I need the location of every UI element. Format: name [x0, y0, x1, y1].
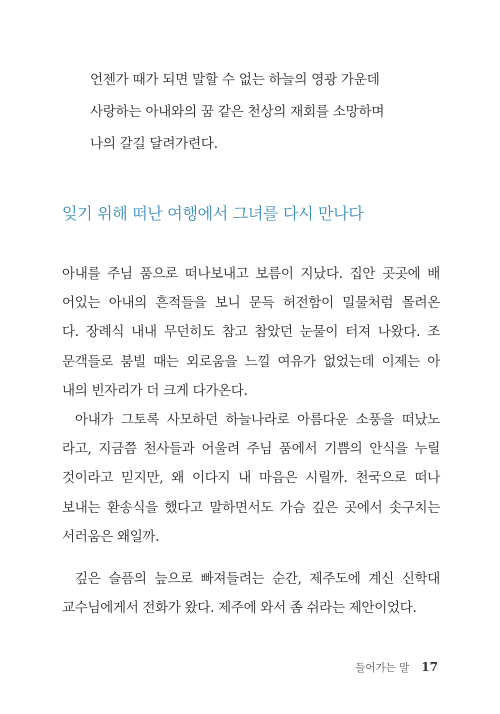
body-line: 서러움은 왜일까. — [62, 528, 160, 545]
paragraph-1 — [62, 260, 440, 552]
body-line: 어있는 아내의 흔적들을 보니 문득 허전함이 밀물처럼 몰려온 — [62, 295, 440, 312]
body-line: 문객들로 붐빌 때는 외로움을 느낄 여유가 없었는데 이제는 아 — [62, 353, 440, 370]
body-line: 내의 빈자리가 더 크게 다가온다. — [62, 382, 248, 399]
body-line: 라고, 지금쯤 천사들과 어울려 주님 품에서 기쁨의 안식을 누릴 — [62, 441, 440, 458]
body-line: 깊은 슬픔의 늪으로 빠져들려는 순간, 제주도에 계신 신학대 — [75, 571, 440, 587]
section-heading: 잊기 위해 떠난 여행에서 그녀를 다시 만나다 — [62, 204, 364, 223]
body-line: 것이라고 믿지만, 왜 이다지 내 마음은 시릴까. 천국으로 떠나 — [62, 470, 440, 487]
running-title: 들어가는 말 — [355, 662, 410, 674]
poem-line: 나의 갈길 달려가련다. — [90, 136, 218, 152]
page-number: 17 — [421, 660, 438, 674]
paragraph-2 — [62, 565, 440, 623]
body-line: 아내를 주님 품으로 떠나보내고 보름이 지났다. 집안 곳곳에 배 — [62, 266, 440, 282]
body-line: 아내가 그토록 사모하던 하늘나라로 아름다운 소풍을 떠났노 — [75, 412, 440, 429]
page-footer — [355, 660, 438, 675]
poem-line: 언젠가 때가 되면 말할 수 없는 하늘의 영광 가운데 — [90, 72, 380, 88]
body-line: 보내는 환송식을 했다고 말하면서도 가슴 깊은 곳에서 솟구치는 — [62, 499, 440, 516]
poem-line: 사랑하는 아내와의 꿈 같은 천상의 재회를 소망하며 — [90, 104, 385, 120]
body-line: 다. 장례식 내내 무던히도 참고 참았던 눈물이 터져 나왔다. 조 — [62, 324, 440, 341]
body-line: 교수님에게서 전화가 왔다. 제주에 와서 좀 쉬라는 제안이었다. — [62, 600, 417, 617]
poem-block — [90, 64, 430, 160]
